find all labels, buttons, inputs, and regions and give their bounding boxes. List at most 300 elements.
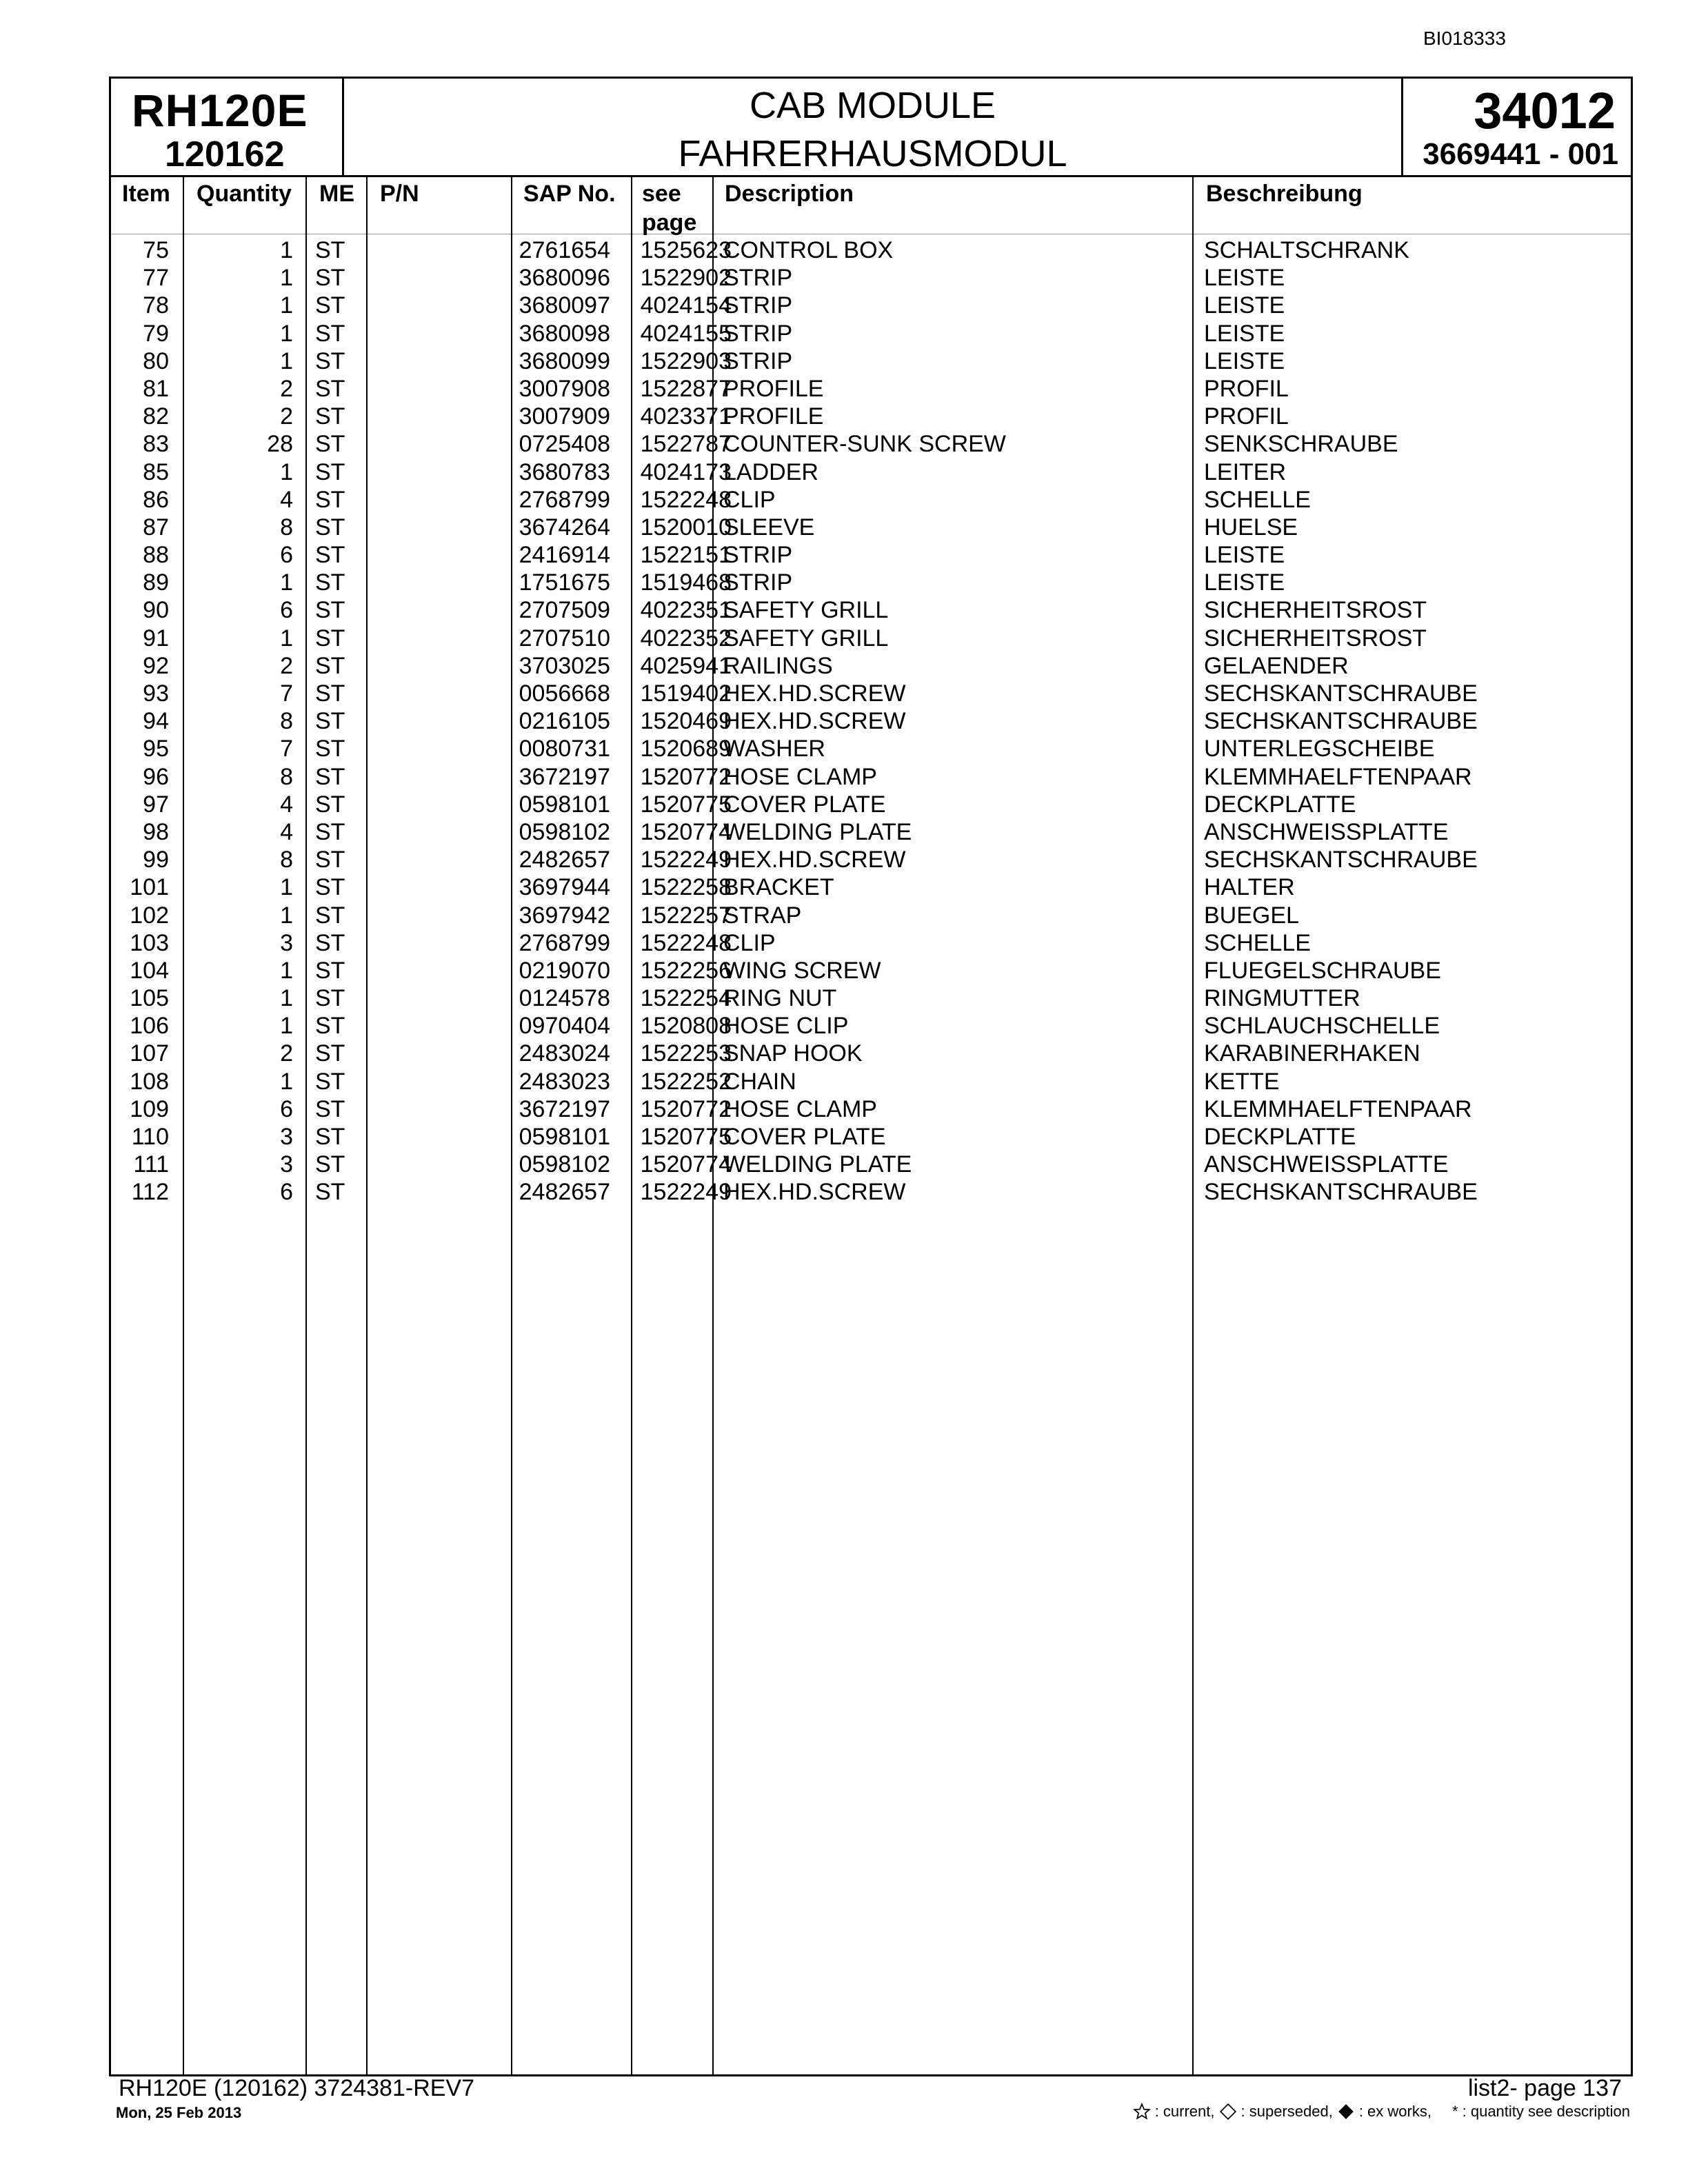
cell-sap-number: 4024173: [640, 458, 732, 485]
cell-sap-number: 1522787: [640, 431, 732, 458]
cell-item-number: 96: [143, 763, 169, 790]
cell-beschreibung: LEISTE: [1204, 569, 1285, 596]
table-row: [111, 791, 1631, 818]
cell-part-number: 0080731: [519, 736, 610, 762]
table-row: [111, 430, 1631, 458]
column-header-see-page: see page: [642, 181, 697, 236]
cell-sap-number: 1522254: [640, 985, 732, 1012]
table-row: [111, 818, 1631, 846]
cell-part-number: 3697944: [519, 874, 610, 901]
cell-quantity: 6: [280, 1095, 293, 1122]
footer-page-number: list2- page 137: [1467, 2075, 1622, 2101]
cell-description: HOSE CLAMP: [723, 763, 877, 790]
cell-item-number: 109: [130, 1095, 169, 1122]
cell-beschreibung: SECHSKANTSCHRAUBE: [1204, 847, 1478, 873]
cell-item-number: 93: [143, 680, 169, 707]
table-row: [111, 652, 1631, 680]
cell-item-number: 101: [130, 874, 169, 901]
cell-part-number: 0970404: [519, 1013, 610, 1040]
cell-unit: ST: [315, 569, 345, 596]
table-row: [111, 680, 1631, 707]
cell-sap-number: 1520775: [640, 1124, 732, 1150]
legend-quantity: * : quantity see description: [1451, 2103, 1630, 2120]
column-header-description: Description: [725, 181, 854, 207]
cell-description: SNAP HOOK: [723, 1040, 863, 1067]
cell-part-number: 0216105: [519, 708, 610, 735]
cell-quantity: 8: [280, 708, 293, 735]
legend-ex-works: : ex works,: [1358, 2103, 1431, 2120]
cell-item-number: 105: [130, 985, 169, 1012]
cell-unit: ST: [315, 403, 345, 430]
cell-beschreibung: BUEGEL: [1204, 902, 1299, 929]
table-row: [111, 458, 1631, 486]
cell-unit: ST: [315, 597, 345, 624]
cell-part-number: 3703025: [519, 652, 610, 679]
model-name: RH120E: [132, 85, 308, 136]
table-row: [111, 486, 1631, 514]
cell-quantity: 1: [280, 347, 293, 374]
cell-description: HEX.HD.SCREW: [723, 680, 906, 707]
diamond-outline-icon: [1219, 2103, 1237, 2121]
cell-quantity: 1: [280, 569, 293, 596]
cell-quantity: 1: [280, 985, 293, 1012]
cell-unit: ST: [315, 763, 345, 790]
cell-item-number: 103: [130, 929, 169, 956]
parts-table-body: [111, 236, 1631, 1206]
cell-sap-number: 1522253: [640, 1040, 732, 1067]
cell-part-number: 1751675: [519, 569, 610, 596]
cell-quantity: 4: [280, 486, 293, 513]
cell-description: CHAIN: [723, 1068, 796, 1095]
cell-unit: ST: [315, 736, 345, 762]
parts-list-frame: [109, 77, 1633, 2076]
table-row: [111, 846, 1631, 873]
cell-description: STRIP: [723, 320, 793, 347]
cell-description: WELDING PLATE: [723, 818, 912, 845]
cell-quantity: 4: [280, 791, 293, 818]
cell-part-number: 3680098: [519, 320, 610, 347]
cell-description: WELDING PLATE: [723, 1151, 912, 1178]
cell-quantity: 1: [280, 292, 293, 319]
cell-sap-number: 4025941: [640, 652, 732, 679]
footer-document-reference: RH120E (120162) 3724381-REV7: [119, 2075, 475, 2101]
cell-item-number: 107: [130, 1040, 169, 1067]
cell-description: CLIP: [723, 929, 776, 956]
cell-item-number: 98: [143, 818, 169, 845]
cell-part-number: 3007909: [519, 403, 610, 430]
cell-sap-number: 1520772: [640, 763, 732, 790]
cell-quantity: 1: [280, 957, 293, 984]
cell-item-number: 112: [131, 1179, 169, 1206]
cell-description: WING SCREW: [723, 957, 881, 984]
cell-beschreibung: SCHLAUCHSCHELLE: [1204, 1013, 1440, 1040]
cell-unit: ST: [315, 237, 345, 263]
cell-part-number: 0056668: [519, 680, 610, 707]
cell-sap-number: 1522258: [640, 874, 732, 901]
cell-description: COVER PLATE: [723, 791, 886, 818]
cell-sap-number: 1522249: [640, 847, 732, 873]
cell-unit: ST: [315, 652, 345, 679]
cell-description: HEX.HD.SCREW: [723, 847, 906, 873]
cell-item-number: 92: [143, 652, 169, 679]
reference-number: 3669441 - 001: [1423, 137, 1618, 171]
cell-unit: ST: [315, 1095, 345, 1122]
cell-unit: ST: [315, 625, 345, 651]
cell-quantity: 2: [280, 375, 293, 402]
cell-description: SAFETY GRILL: [723, 597, 889, 624]
cell-unit: ST: [315, 1151, 345, 1178]
cell-sap-number: 1520772: [640, 1095, 732, 1122]
cell-unit: ST: [315, 985, 345, 1012]
cell-description: HEX.HD.SCREW: [723, 708, 906, 735]
cell-item-number: 91: [143, 625, 169, 651]
cell-beschreibung: KARABINERHAKEN: [1204, 1040, 1420, 1067]
cell-part-number: 3007908: [519, 375, 610, 402]
cell-beschreibung: KLEMMHAELFTENPAAR: [1204, 1095, 1472, 1122]
cell-part-number: 0725408: [519, 431, 610, 458]
cell-part-number: 3672197: [519, 763, 610, 790]
cell-beschreibung: SCHALTSCHRANK: [1204, 237, 1409, 263]
cell-sap-number: 1522902: [640, 265, 732, 292]
cell-beschreibung: SENKSCHRAUBE: [1204, 431, 1398, 458]
cell-unit: ST: [315, 265, 345, 292]
cell-quantity: 1: [280, 458, 293, 485]
cell-description: HOSE CLAMP: [723, 1095, 877, 1122]
document-id: BI018333: [1423, 28, 1506, 49]
cell-beschreibung: DECKPLATTE: [1204, 791, 1356, 818]
cell-sap-number: 1522249: [640, 1179, 732, 1206]
cell-sap-number: 1520774: [640, 818, 732, 845]
table-row: [111, 873, 1631, 901]
cell-description: STRIP: [723, 542, 793, 569]
cell-part-number: 2483023: [519, 1068, 610, 1095]
cell-part-number: 2482657: [519, 847, 610, 873]
cell-description: RAILINGS: [723, 652, 833, 679]
diamond-filled-icon: [1337, 2103, 1355, 2121]
cell-description: CLIP: [723, 486, 776, 513]
table-row: [111, 1012, 1631, 1040]
cell-unit: ST: [315, 542, 345, 569]
cell-part-number: 2707510: [519, 625, 610, 651]
cell-part-number: 3680096: [519, 265, 610, 292]
cell-quantity: 1: [280, 1013, 293, 1040]
cell-quantity: 1: [280, 320, 293, 347]
cell-sap-number: 1522257: [640, 902, 732, 929]
cell-part-number: 2416914: [519, 542, 610, 569]
cell-item-number: 106: [130, 1013, 169, 1040]
cell-item-number: 95: [143, 736, 169, 762]
table-row: [111, 292, 1631, 319]
cell-item-number: 75: [143, 237, 169, 263]
cell-unit: ST: [315, 680, 345, 707]
cell-description: PROFILE: [723, 375, 824, 402]
group-header: [1401, 79, 1631, 175]
cell-beschreibung: SICHERHEITSROST: [1204, 597, 1427, 624]
cell-part-number: 3672197: [519, 1095, 610, 1122]
cell-beschreibung: SCHELLE: [1204, 486, 1311, 513]
cell-description: RING NUT: [723, 985, 837, 1012]
cell-sap-number: 1522256: [640, 957, 732, 984]
cell-beschreibung: PROFIL: [1204, 403, 1289, 430]
cell-description: HOSE CLIP: [723, 1013, 849, 1040]
cell-description: STRIP: [723, 265, 793, 292]
column-header-pn: P/N: [380, 181, 419, 207]
table-row: [111, 1040, 1631, 1067]
cell-beschreibung: FLUEGELSCHRAUBE: [1204, 957, 1441, 984]
cell-unit: ST: [315, 458, 345, 485]
cell-quantity: 1: [280, 1068, 293, 1095]
model-header: [111, 79, 344, 175]
cell-beschreibung: ANSCHWEISSPLATTE: [1204, 1151, 1449, 1178]
cell-description: CONTROL BOX: [723, 237, 894, 263]
cell-item-number: 89: [143, 569, 169, 596]
cell-sap-number: 1520689: [640, 736, 732, 762]
cell-unit: ST: [315, 874, 345, 901]
cell-beschreibung: SECHSKANTSCHRAUBE: [1204, 680, 1478, 707]
cell-beschreibung: GELAENDER: [1204, 652, 1349, 679]
cell-description: STRAP: [723, 902, 802, 929]
cell-sap-number: 1522903: [640, 347, 732, 374]
cell-beschreibung: LEISTE: [1204, 320, 1285, 347]
cell-quantity: 2: [280, 1040, 293, 1067]
cell-quantity: 4: [280, 818, 293, 845]
cell-unit: ST: [315, 1040, 345, 1067]
cell-sap-number: 1520808: [640, 1013, 732, 1040]
cell-quantity: 7: [280, 736, 293, 762]
cell-part-number: 3680099: [519, 347, 610, 374]
legend: [1133, 2103, 1630, 2121]
serial-number: 120162: [165, 134, 285, 174]
column-header-beschreibung: Beschreibung: [1206, 181, 1363, 207]
cell-sap-number: 1520469: [640, 708, 732, 735]
cell-description: COVER PLATE: [723, 1124, 886, 1150]
cell-sap-number: 1522877: [640, 375, 732, 402]
cell-description: BRACKET: [723, 874, 834, 901]
cell-description: LADDER: [723, 458, 818, 485]
cell-beschreibung: KLEMMHAELFTENPAAR: [1204, 763, 1472, 790]
cell-part-number: 3674264: [519, 514, 610, 540]
cell-sap-number: 1525623: [640, 237, 732, 263]
cell-part-number: 0219070: [519, 957, 610, 984]
cell-part-number: 0598102: [519, 1151, 610, 1178]
cell-quantity: 2: [280, 403, 293, 430]
cell-unit: ST: [315, 486, 345, 513]
cell-beschreibung: LEISTE: [1204, 292, 1285, 319]
cell-sap-number: 4024155: [640, 320, 732, 347]
cell-beschreibung: LEITER: [1204, 458, 1287, 485]
cell-item-number: 78: [143, 292, 169, 319]
table-row: [111, 514, 1631, 541]
cell-item-number: 111: [133, 1151, 169, 1178]
cell-part-number: 2483024: [519, 1040, 610, 1067]
footer-date: Mon, 25 Feb 2013: [116, 2104, 242, 2121]
cell-beschreibung: SECHSKANTSCHRAUBE: [1204, 1179, 1478, 1206]
cell-quantity: 3: [280, 1124, 293, 1150]
group-number: 34012: [1474, 82, 1616, 139]
table-row: [111, 1095, 1631, 1123]
cell-item-number: 87: [143, 514, 169, 540]
cell-item-number: 85: [143, 458, 169, 485]
column-header-sap: SAP No.: [523, 181, 616, 207]
cell-item-number: 110: [131, 1124, 169, 1150]
cell-sap-number: 4022351: [640, 597, 732, 624]
cell-unit: ST: [315, 1068, 345, 1095]
cell-description: HEX.HD.SCREW: [723, 1179, 906, 1206]
cell-beschreibung: RINGMUTTER: [1204, 985, 1360, 1012]
cell-part-number: 2482657: [519, 1179, 610, 1206]
table-row: [111, 1123, 1631, 1151]
cell-quantity: 3: [280, 929, 293, 956]
cell-sap-number: 1522248: [640, 929, 732, 956]
column-header-quantity: Quantity: [197, 181, 292, 207]
table-row: [111, 403, 1631, 430]
cell-unit: ST: [315, 1179, 345, 1206]
table-row: [111, 902, 1631, 929]
cell-beschreibung: DECKPLATTE: [1204, 1124, 1356, 1150]
cell-quantity: 8: [280, 514, 293, 540]
cell-quantity: 7: [280, 680, 293, 707]
cell-beschreibung: LEISTE: [1204, 347, 1285, 374]
column-header-item: Item: [122, 181, 170, 207]
cell-part-number: 0124578: [519, 985, 610, 1012]
cell-description: PROFILE: [723, 403, 824, 430]
cell-sap-number: 1520775: [640, 791, 732, 818]
cell-quantity: 1: [280, 265, 293, 292]
cell-beschreibung: UNTERLEGSCHEIBE: [1204, 736, 1435, 762]
cell-unit: ST: [315, 292, 345, 319]
cell-unit: ST: [315, 347, 345, 374]
cell-unit: ST: [315, 929, 345, 956]
cell-part-number: 3680783: [519, 458, 610, 485]
cell-sap-number: 1519402: [640, 680, 732, 707]
cell-part-number: 2768799: [519, 929, 610, 956]
cell-item-number: 97: [143, 791, 169, 818]
cell-quantity: 1: [280, 902, 293, 929]
cell-part-number: 3680097: [519, 292, 610, 319]
cell-beschreibung: KETTE: [1204, 1068, 1280, 1095]
table-row: [111, 569, 1631, 596]
cell-description: STRIP: [723, 569, 793, 596]
cell-item-number: 102: [130, 902, 169, 929]
table-row: [111, 957, 1631, 984]
cell-quantity: 6: [280, 597, 293, 624]
cell-part-number: 2707509: [519, 597, 610, 624]
cell-item-number: 80: [143, 347, 169, 374]
table-row: [111, 763, 1631, 791]
table-row: [111, 264, 1631, 292]
cell-item-number: 88: [143, 542, 169, 569]
cell-beschreibung: LEISTE: [1204, 542, 1285, 569]
cell-description: SAFETY GRILL: [723, 625, 889, 651]
cell-item-number: 99: [143, 847, 169, 873]
cell-item-number: 81: [143, 375, 169, 402]
cell-unit: ST: [315, 1013, 345, 1040]
table-row: [111, 236, 1631, 264]
cell-unit: ST: [315, 320, 345, 347]
cell-part-number: 2761654: [519, 237, 610, 263]
cell-beschreibung: HALTER: [1204, 874, 1295, 901]
cell-sap-number: 1520010: [640, 514, 732, 540]
cell-part-number: 0598101: [519, 1124, 610, 1150]
cell-beschreibung: LEISTE: [1204, 265, 1285, 292]
cell-sap-number: 4023371: [640, 403, 732, 430]
cell-part-number: 0598102: [519, 818, 610, 845]
cell-item-number: 108: [130, 1068, 169, 1095]
table-row: [111, 929, 1631, 957]
table-row: [111, 375, 1631, 403]
cell-part-number: 0598101: [519, 791, 610, 818]
table-row: [111, 984, 1631, 1012]
cell-description: SLEEVE: [723, 514, 815, 540]
cell-item-number: 77: [143, 265, 169, 292]
cell-quantity: 1: [280, 237, 293, 263]
cell-item-number: 86: [143, 486, 169, 513]
cell-description: STRIP: [723, 292, 793, 319]
cell-beschreibung: SECHSKANTSCHRAUBE: [1204, 708, 1478, 735]
cell-unit: ST: [315, 902, 345, 929]
legend-current: : current,: [1154, 2103, 1215, 2120]
cell-beschreibung: SCHELLE: [1204, 929, 1311, 956]
table-row: [111, 625, 1631, 652]
cell-beschreibung: PROFIL: [1204, 375, 1289, 402]
title-german: FAHRERHAUSMODUL: [678, 133, 1067, 174]
cell-beschreibung: HUELSE: [1204, 514, 1298, 540]
cell-unit: ST: [315, 818, 345, 845]
cell-sap-number: 4024154: [640, 292, 732, 319]
cell-quantity: 8: [280, 763, 293, 790]
column-header-me: ME: [319, 181, 354, 207]
cell-item-number: 94: [143, 708, 169, 735]
cell-item-number: 79: [143, 320, 169, 347]
header-divider: [111, 175, 1631, 177]
cell-item-number: 82: [143, 403, 169, 430]
cell-quantity: 6: [280, 542, 293, 569]
cell-quantity: 8: [280, 847, 293, 873]
table-row: [111, 1068, 1631, 1095]
table-row: [111, 1151, 1631, 1178]
cell-unit: ST: [315, 375, 345, 402]
cell-unit: ST: [315, 431, 345, 458]
table-row: [111, 347, 1631, 375]
cell-quantity: 6: [280, 1179, 293, 1206]
cell-quantity: 1: [280, 874, 293, 901]
cell-unit: ST: [315, 708, 345, 735]
table-row: [111, 1178, 1631, 1206]
legend-superseded: : superseded,: [1240, 2103, 1333, 2120]
cell-description: STRIP: [723, 347, 793, 374]
title-english: CAB MODULE: [749, 85, 996, 126]
cell-sap-number: 1519468: [640, 569, 732, 596]
title-header: [344, 79, 1401, 175]
cell-quantity: 1: [280, 625, 293, 651]
cell-unit: ST: [315, 791, 345, 818]
cell-item-number: 83: [143, 431, 169, 458]
table-row: [111, 320, 1631, 347]
cell-sap-number: 4022352: [640, 625, 732, 651]
cell-quantity: 2: [280, 652, 293, 679]
cell-sap-number: 1522248: [640, 486, 732, 513]
cell-quantity: 28: [267, 431, 293, 458]
table-row: [111, 596, 1631, 624]
cell-unit: ST: [315, 1124, 345, 1150]
cell-part-number: 2768799: [519, 486, 610, 513]
cell-beschreibung: ANSCHWEISSPLATTE: [1204, 818, 1449, 845]
cell-quantity: 3: [280, 1151, 293, 1178]
cell-sap-number: 1522151: [640, 542, 732, 569]
cell-description: WASHER: [723, 736, 825, 762]
cell-description: COUNTER-SUNK SCREW: [723, 431, 1006, 458]
cell-beschreibung: SICHERHEITSROST: [1204, 625, 1427, 651]
